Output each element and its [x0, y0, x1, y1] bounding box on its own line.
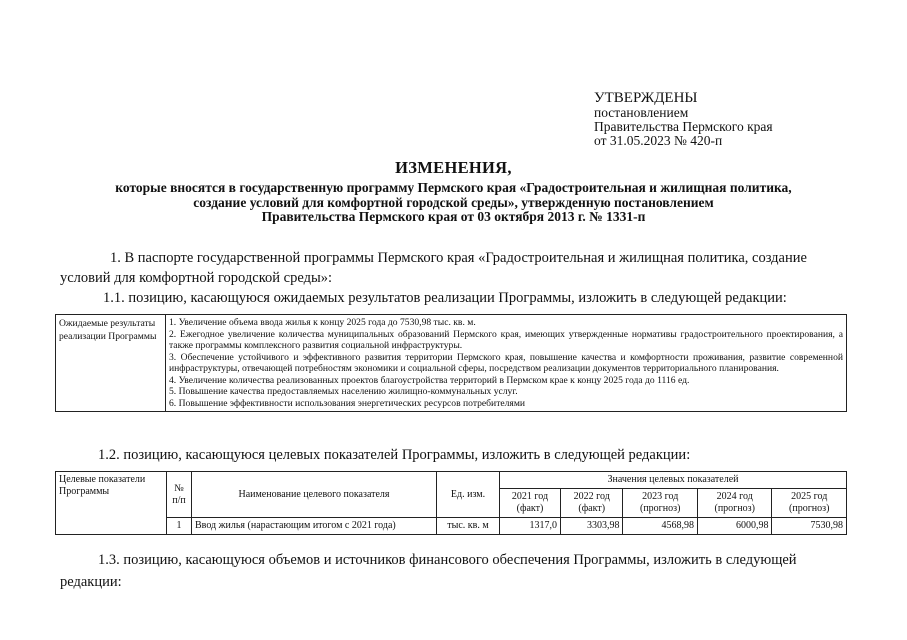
subtitle-line: которые вносятся в государственную программу Пермского края «Градостроительная и жилищная политика, [115, 180, 792, 195]
paragraph-1-2: 1.2. позицию, касающуюся целевых показателей Программы, изложить в следующей редакции: [98, 447, 691, 463]
paragraph-1-3-cont: редакции: [60, 574, 122, 590]
row-name: Ввод жилья (нарастающим итогом с 2021 года) [192, 518, 437, 535]
list-item: 2. Ежегодное увеличение количества муниципальных образований Пермского края, имеющих утвержденные нормативы градостроительного проектирования, а также программы комплексного развития социальной инфраструктуры. [169, 328, 843, 351]
year-header: 2024 год (прогноз) [697, 489, 772, 518]
col-header-unit: Ед. изм. [437, 472, 500, 518]
row-value: 1317,0 [500, 518, 561, 535]
approval-stamp [594, 90, 773, 148]
subtitle-line: создание условий для комфортной городской среды», утвержденную постановлением [193, 194, 714, 210]
expected-results-table [55, 314, 847, 412]
row-value: 7530,98 [772, 518, 847, 535]
paragraph-1-1: 1.1. позицию, касающуюся ожидаемых результатов реализации Программы, изложить в следующей редакции: [103, 290, 787, 306]
list-item: 6. Повышение эффективности использования энергетических ресурсов потребителями [169, 397, 526, 409]
year-header: 2025 год (прогноз) [772, 489, 847, 518]
document-title: ИЗМЕНЕНИЯ, [395, 158, 512, 177]
row-value: 4568,98 [623, 518, 698, 535]
target-indicators-table [55, 471, 847, 535]
approval-line: от 31.05.2023 № 420-п [594, 133, 723, 148]
approval-line: Правительства Пермского края [594, 119, 773, 134]
year-header: 2021 год (факт) [500, 489, 561, 518]
table-row [56, 518, 847, 535]
list-item: 4. Увеличение количества реализованных проектов благоустройства территорий в Пермском крае к концу 2025 года до 1116 ед. [169, 374, 690, 386]
approval-heading: УТВЕРЖДЕНЫ [594, 90, 698, 106]
year-header: 2023 год (прогноз) [623, 489, 698, 518]
row-value: 3303,98 [560, 518, 622, 535]
row-unit: тыс. кв. м [437, 518, 500, 535]
paragraph-1: 1. В паспорте государственной программы Пермского края «Градостроительная и жилищная политика, создание [110, 250, 807, 266]
table-label: Ожидаемые результаты реализации Программы [56, 315, 166, 412]
paragraph-1-cont: условий для комфортной городской среды»: [60, 270, 332, 286]
col-header-values: Значения целевых показателей [500, 472, 847, 489]
paragraph-1-3: 1.3. позицию, касающуюся объемов и источников финансового обеспечения Программы, изложить в следующей [98, 552, 797, 568]
year-header: 2022 год (факт) [560, 489, 622, 518]
subtitle-line: Правительства Пермского края от 03 октября 2013 г. № 1331-п [261, 209, 646, 224]
list-item: 1. Увеличение объема ввода жилья к концу 2025 года до 7530,98 тыс. кв. м. [169, 317, 476, 328]
approval-line: постановлением [594, 105, 689, 120]
col-header-name: Наименование целевого показателя [192, 472, 437, 518]
list-item: 5. Повышение качества предоставляемых населению жилищно-коммунальных услуг. [169, 386, 518, 397]
results-list [166, 315, 847, 412]
table-label: Целевые показатели Программы [56, 472, 167, 535]
col-header-num: № п/п [167, 472, 192, 518]
list-item: 3. Обеспечение устойчивого и эффективного развития территории Пермского края, повышение качества и комфортности проживания, развитие современной инфраструктуры, отвечающей потребностям экономики и социальной сферы, посредством реализации документов территориального планирования. [169, 351, 843, 374]
row-value: 6000,98 [697, 518, 772, 535]
document-subtitle [60, 181, 847, 225]
row-num: 1 [167, 518, 192, 535]
